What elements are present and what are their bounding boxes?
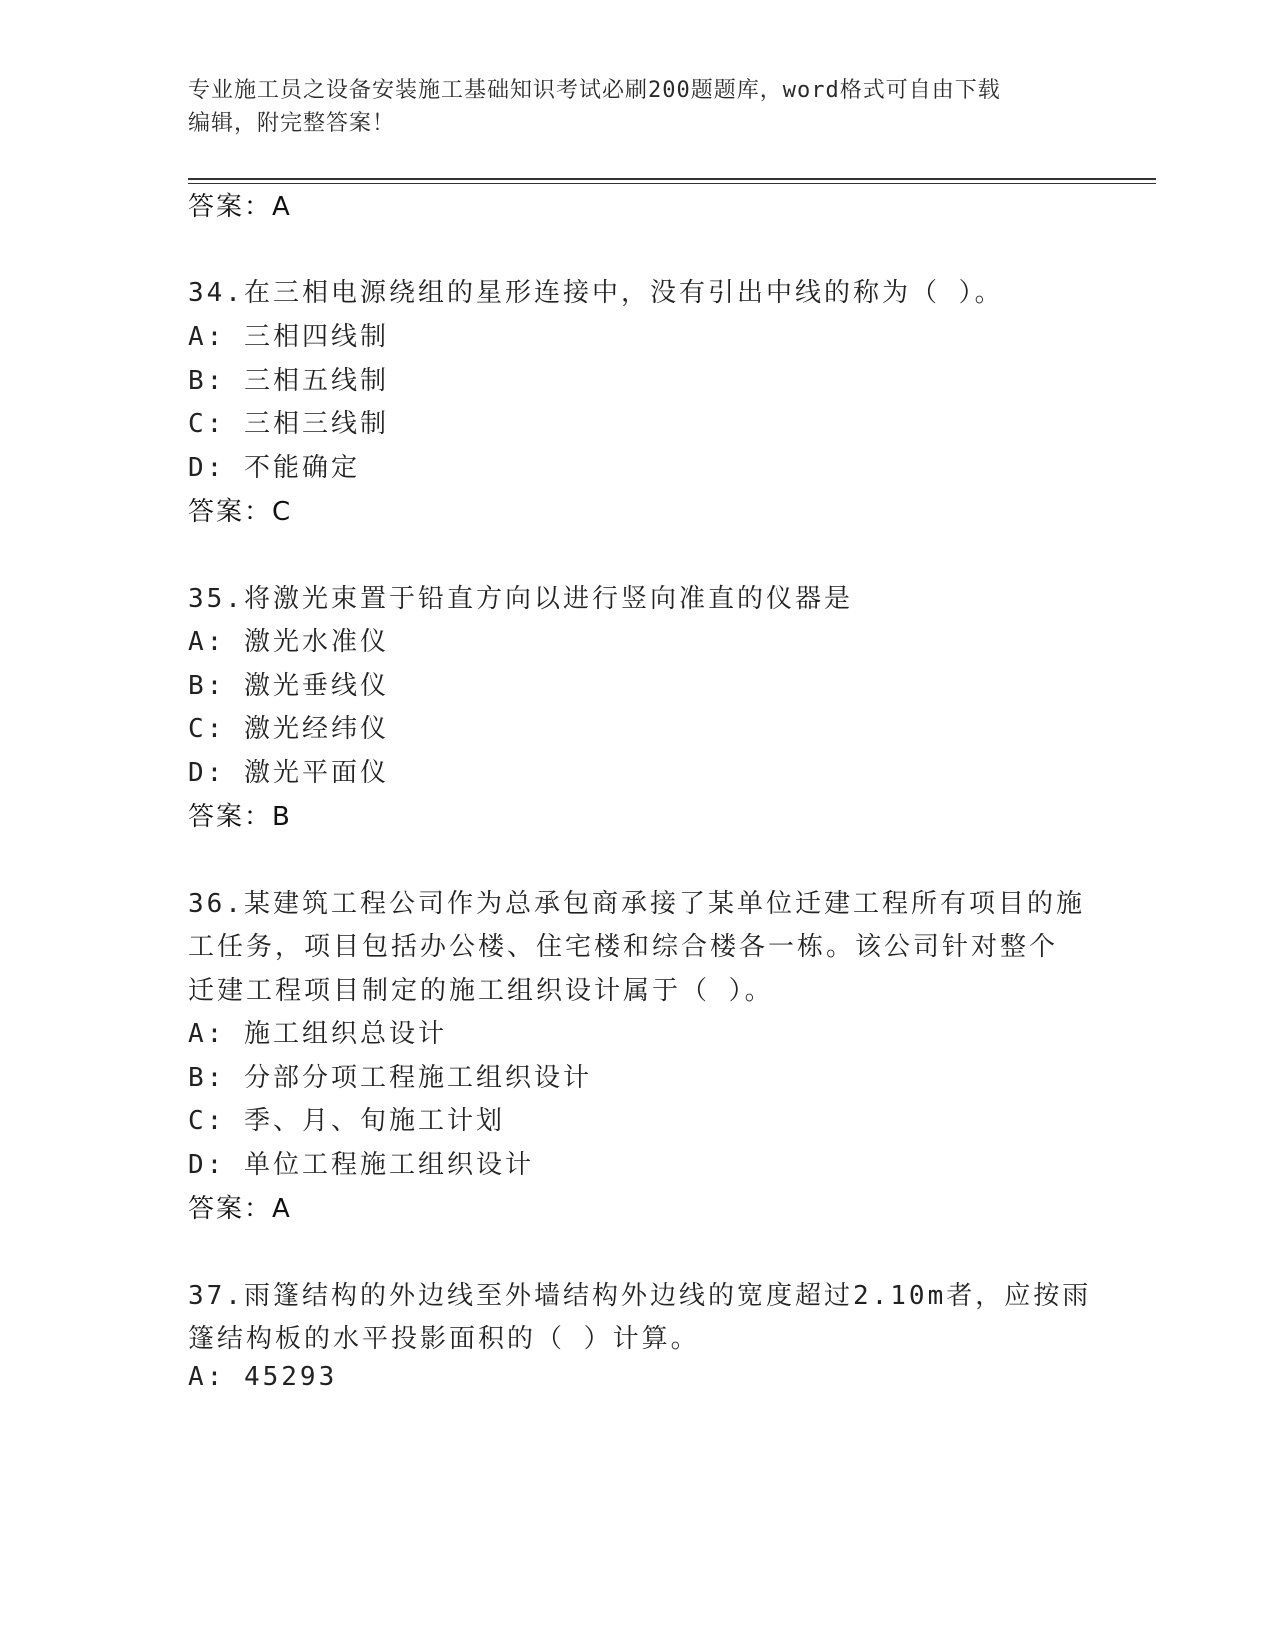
question-34-text: 34.在三相电源绕组的星形连接中，没有引出中线的称为（ ）。: [188, 278, 1004, 308]
question-35-option-a: A: 激光水准仪: [188, 627, 389, 657]
answer-q34: 答案：C: [188, 497, 293, 527]
answer-q36: 答案：A: [188, 1194, 292, 1224]
question-36-text-line-2: 工任务，项目包括办公楼、住宅楼和综合楼各一栋。该公司针对整个: [188, 932, 1059, 962]
question-36-text-line-1: 36.某建筑工程公司作为总承包商承接了某单位迁建工程所有项目的施: [188, 889, 1085, 919]
answer-q35: 答案：B: [188, 802, 292, 832]
question-35-option-c: C: 激光经纬仪: [188, 714, 389, 744]
question-36-option-d: D: 单位工程施工组织设计: [188, 1150, 534, 1180]
question-36-option-b: B: 分部分项工程施工组织设计: [188, 1063, 592, 1093]
header-divider-thick: [188, 178, 1156, 180]
question-37-text-line-1: 37.雨篷结构的外边线至外墙结构外边线的宽度超过2.10m者，应按雨: [188, 1281, 1092, 1311]
header-divider-thin: [188, 183, 1156, 184]
question-37-option-a: A: 45293: [188, 1362, 338, 1392]
question-34-option-a: A: 三相四线制: [188, 322, 389, 352]
question-36-option-a: A: 施工组织总设计: [188, 1019, 447, 1049]
header-line-2: 编辑，附完整答案！: [188, 111, 396, 136]
question-35-text: 35.将激光束置于铅直方向以进行竖向准直的仪器是: [188, 584, 853, 614]
question-34-option-b: B: 三相五线制: [188, 366, 389, 396]
header-line-1: 专业施工员之设备安装施工基础知识考试必刷200题题库，word格式可自由下载: [188, 78, 1001, 103]
question-36-text-line-3: 迁建工程项目制定的施工组织设计属于（ ）。: [188, 976, 774, 1006]
question-36-option-c: C: 季、月、旬施工计划: [188, 1106, 505, 1136]
question-34-option-d: D: 不能确定: [188, 453, 360, 483]
question-35-option-d: D: 激光平面仪: [188, 758, 389, 788]
answer-q33: 答案：A: [188, 192, 292, 222]
question-37-text-line-2: 篷结构板的水平投影面积的（ ）计算。: [188, 1324, 700, 1354]
question-34-option-c: C: 三相三线制: [188, 409, 389, 439]
question-35-option-b: B: 激光垂线仪: [188, 671, 389, 701]
document-header: [188, 74, 1088, 140]
